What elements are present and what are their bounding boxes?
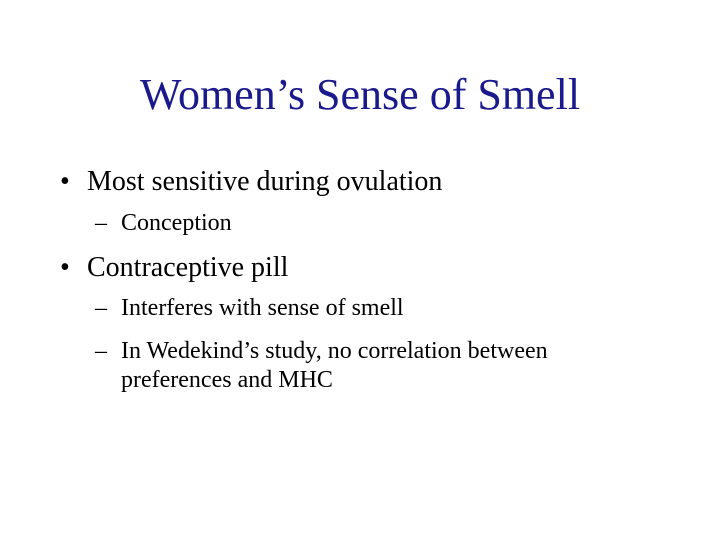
sub-bullet-item [95, 294, 655, 323]
bullet-item [60, 165, 660, 199]
sub-bullet-marker: – [95, 338, 107, 364]
sub-bullet-item [95, 209, 655, 238]
sub-bullet-marker: – [95, 295, 107, 321]
sub-bullet-marker: – [95, 210, 107, 236]
bullet-text: Most sensitive during ovulation [87, 166, 443, 197]
sub-bullet-text: Conception [121, 210, 232, 236]
sub-bullet-text: In Wedekind’s study, no correlation between [121, 338, 548, 364]
bullet-item [60, 251, 660, 285]
sub-bullet-item [95, 337, 655, 395]
sub-bullet-continuation: preferences and MHC [121, 367, 333, 393]
slide-title: Women’s Sense of Smell [139, 70, 581, 119]
sub-bullet-text: Interferes with sense of smell [121, 295, 404, 321]
bullet-marker: • [60, 252, 70, 283]
bullet-marker: • [60, 166, 70, 197]
bullet-text: Contraceptive pill [87, 252, 289, 283]
